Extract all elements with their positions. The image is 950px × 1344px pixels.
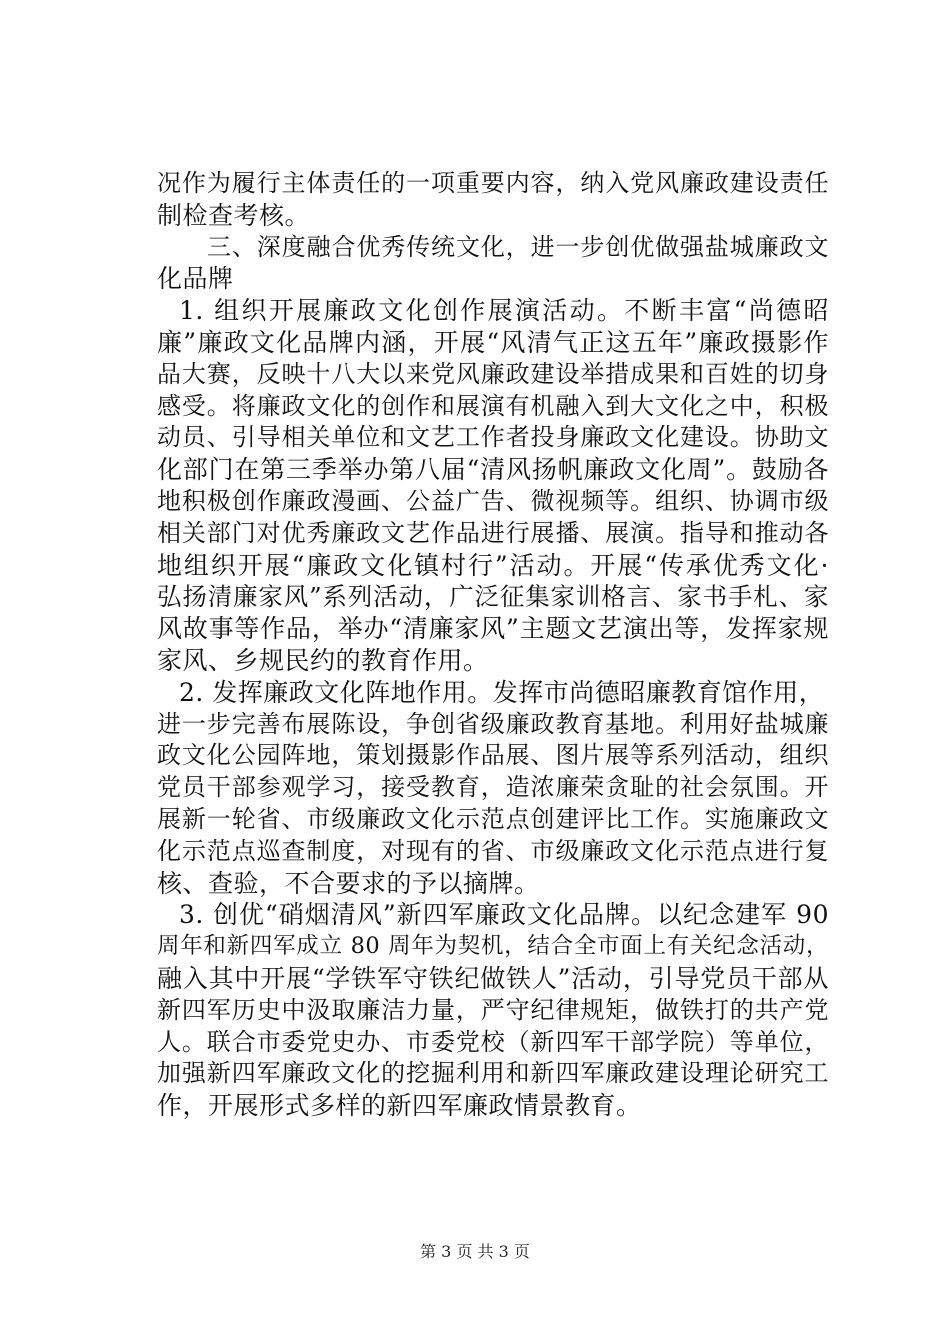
section-heading: 化品牌 — [157, 264, 234, 294]
text-line: 化部门在第三季举办第八届“清风扬帆廉政文化周”。鼓励各 — [157, 455, 829, 485]
text-line: 周年和新四军成立 80 周年为契机，结合全市面上有关纪念活动， — [157, 933, 829, 960]
text-line: 风故事等作品，举办“清廉家风”主题文艺演出等，发挥家规 — [157, 614, 829, 644]
text-line: 相关部门对优秀廉政文艺作品进行展播、展演。指导和推动各 — [157, 518, 829, 547]
text-line: 感受。将廉政文化的创作和展演有机融入到大文化之中，积极 — [157, 391, 829, 420]
text-line: 品大赛，反映十八大以来党风廉政建设举措成果和百姓的切身 — [157, 359, 829, 388]
page-number: 第 3 页 共 3 页 — [420, 1242, 530, 1261]
text-line: 化示范点巡查制度，对现有的省、市级廉政文化示范点进行复 — [157, 836, 829, 865]
document-body — [157, 168, 829, 1122]
paragraph-heading: 3. 创优“硝烟清风”新四军廉政文化品牌。以纪念建军 90 — [179, 900, 829, 930]
text-line: 融入其中开展“学铁军守铁纪做铁人”活动，引导党员干部从 — [157, 963, 829, 993]
text-line: 作，开展形式多样的新四军廉政情景教育。 — [157, 1091, 642, 1121]
text-line: 况作为履行主体责任的一项重要内容，纳入党风廉政建设责任 — [157, 169, 829, 197]
text-line: 新四军历史中汲取廉洁力量，严守纪律规矩，做铁打的共产党 — [157, 995, 829, 1024]
text-line: 地积极创作廉政漫画、公益广告、微视频等。组织、协调市级 — [157, 486, 829, 515]
text-line: 政文化公园阵地，策划摄影作品展、图片展等系列活动，组织 — [157, 741, 829, 770]
paragraph-heading: 2. 发挥廉政文化阵地作用。发挥市尚德昭廉教育馆作用， — [179, 677, 825, 707]
text-line: 弘扬清廉家风”系列活动，广泛征集家训格言、家书手札、家 — [157, 582, 829, 612]
text-line: 动员、引导相关单位和文艺工作者投身廉政文化建设。协助文 — [157, 423, 829, 452]
text-line: 制检查考核。 — [157, 200, 311, 230]
text-line: 核、查验，不合要求的予以摘牌。 — [157, 868, 540, 898]
text-line: 党员干部参观学习，接受教育，造浓廉荣贪耻的社会氛围。开 — [157, 773, 829, 802]
text-line: 人。联合市委党史办、市委党校（新四军干部学院）等单位， — [157, 1027, 829, 1056]
text-line: 进一步完善布展陈设，争创省级廉政教育基地。利用好盐城廉 — [157, 709, 829, 738]
text-line: 廉”廉政文化品牌内涵，开展“风清气正这五年”廉政摄影作 — [157, 327, 829, 357]
text-line: 加强新四军廉政文化的挖掘利用和新四军廉政建设理论研究工 — [157, 1059, 829, 1088]
text-line: 地组织开展“廉政文化镇村行”活动。开展“传承优秀文化· — [157, 550, 829, 580]
section-heading: 三、深度融合优秀传统文化，进一步创优做强盐城廉政文 — [207, 232, 829, 261]
paragraph-heading: 1. 组织开展廉政文化创作展演活动。不断丰富“尚德昭 — [179, 296, 829, 326]
text-line: 家风、乡规民约的教育作用。 — [157, 645, 489, 675]
text-line: 展新一轮省、市级廉政文化示范点创建评比工作。实施廉政文 — [157, 804, 829, 833]
